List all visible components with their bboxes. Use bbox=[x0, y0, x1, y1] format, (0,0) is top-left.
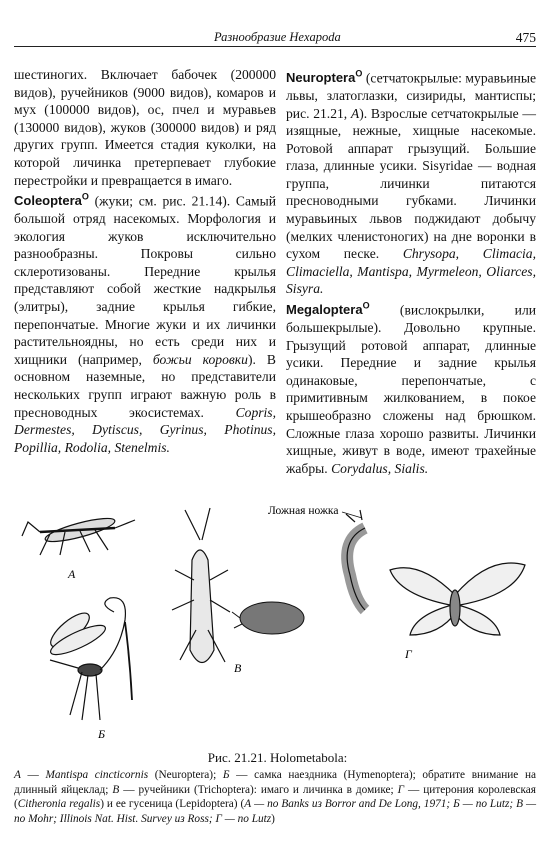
figure-holometabola bbox=[10, 500, 540, 745]
fig-letter-b: Б bbox=[98, 727, 106, 741]
caption-sources: А — по Banks из Borror and De Long, 1971; Б — по Lutz; В — по Mohr; Illinois Nat. Hist. Survey из Ross; Г — по Lutz bbox=[14, 798, 536, 825]
running-header bbox=[14, 24, 536, 47]
megaloptera-genera: Corydalus, Sialis. bbox=[331, 460, 429, 476]
caddisfly-adult-drawing bbox=[172, 508, 230, 663]
figure-caption: А — Mantispa cincticornis (Neuroptera); Б — самка наездника (Hymenoptera); обратите внимание на длинный яйцеклад; В — ручейники (Trichoptera): имаго и личинка в домике; Г — цитерония королевская (Citheronia regalis) и ее гусеница (Lepidoptera) (А — по Banks из Borror and De Long, 1971; Б — по Lutz; В — по Mohr; Illinois Nat. Hist. Survey из Ross; Г — по Lutz) bbox=[14, 769, 537, 825]
paragraph-intro: шестиногих. Включает бабочек (200000 видов), ручейников (9000 видов), комаров и мух (100000 видов), ос, пчел и муравьев (130000 видов), жуков (300000 видов) и ряд других групп. Имеется стадия куколки, на которой личинка претерпевает глубокие перестройки и превращается в имаго. bbox=[14, 67, 276, 188]
caterpillar-drawing bbox=[346, 510, 365, 610]
paragraph-megaloptera: Megaloptera$^O$ (вислокрылки, или большекрылые). Довольно крупные. Грызущий ротовой аппарат, длинные усики. Передние и задние крылья одинаковые, перепончатые, с примитивным жилкованием, в покое крышеобразно сложены над брюшком. Сложные глаза хорошо развиты. Личинки хищные, живут в воде, имеют трахейные жабры. Corydalus, Sialis. bbox=[286, 301, 536, 476]
term-megaloptera: Megaloptera$^O$ bbox=[286, 301, 370, 318]
coleoptera-genera: Copris, Dermestes, Dytiscus, Gyrinus, Photinus, Popillia, Rodolia, Stenelmis. bbox=[14, 404, 276, 455]
fig-letter-a: А bbox=[68, 567, 76, 581]
caddisfly-larva-case-drawing bbox=[232, 602, 304, 634]
term-coleoptera: Coleoptera$^O$ bbox=[14, 192, 89, 209]
fig-letter-g: Г bbox=[405, 647, 412, 661]
running-title: Разнообразие Hexapoda bbox=[214, 30, 341, 44]
paragraph-coleoptera: Coleoptera$^O$ (жуки; см. рис. 21.14). Самый большой отряд насекомых. Морфология и экология жуков исключительно разнообразны. Покровы сильно склеротизованы. Передние крылья представляют собой жесткие надкрылья (элитры), задние крылья гибкие, перепончатые. Многие жуки и их личинки растительноядны, но есть среди них и хищники (например, божьи коровки). В основном наземные, но представители нескольких групп играют важную роль в пресноводных экосистемах. Copris, Dermestes, Dytiscus, Gyrinus, Photinus, Popillia, Rodolia, Stenelmis. bbox=[14, 192, 276, 455]
page-number: 475 bbox=[515, 30, 536, 45]
paragraph-neuroptera: Neuroptera$^O$ (сетчатокрылые: муравьиные львы, златоглазки, сизириды, мантиспы; рис. 21.21, А). Взрослые сетчатокрылые — изящные, нежные, хищные насекомые. Ротовой аппарат грызущий. Большие глаза, длинные усики. Sisyridae — водная группа, личинки питаются пресноводными губками. Личинки муравьиных львов поджидают добычу (мелких членистоногих) на дне воронки в сухом песке. Chrysopa, Climacia, Climaciella, Mantispa, Myrmeleon, Oliarces, Sisyra. bbox=[286, 69, 536, 297]
fig-letter-v: В bbox=[234, 661, 242, 675]
left-column bbox=[14, 66, 276, 456]
figure-caption-title: Рис. 21.21. Holometabola: bbox=[207, 750, 348, 765]
pseudoleg-label: Ложная ножка bbox=[268, 505, 339, 517]
wasp-drawing bbox=[46, 598, 132, 720]
pseudoleg-pointer bbox=[342, 512, 362, 518]
term-neuroptera: Neuroptera$^O$ bbox=[286, 69, 363, 86]
moth-drawing bbox=[390, 563, 525, 635]
neuroptera-genera: Chrysopa, Climacia, Climaciella, Mantispa, Myrmeleon, Oliarces, Sisyra. bbox=[286, 246, 536, 297]
figure-drawings bbox=[10, 500, 540, 745]
mantispa-drawing bbox=[22, 514, 135, 555]
right-column bbox=[286, 66, 536, 477]
